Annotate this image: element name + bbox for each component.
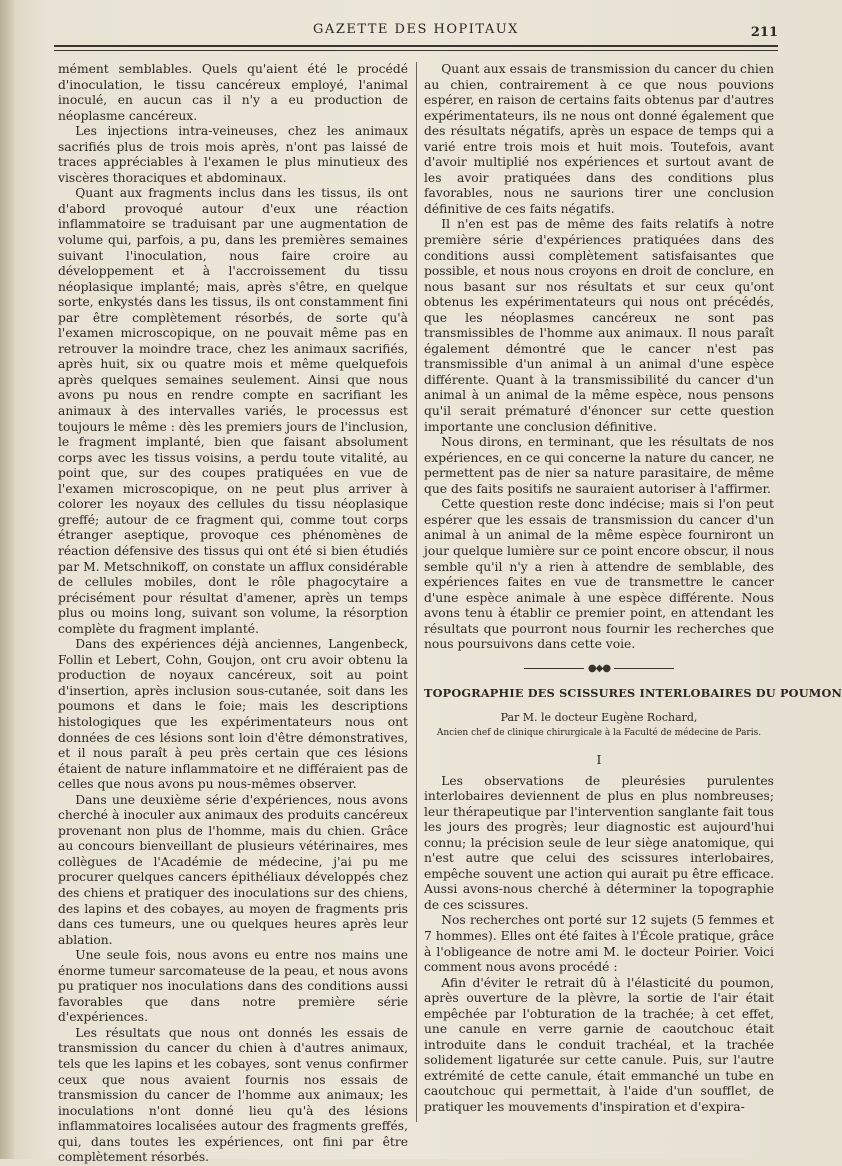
header-rule-thick bbox=[54, 45, 778, 47]
section-ornament: ●◆● bbox=[424, 661, 774, 677]
paragraph: Cette question reste donc indécise; mais si l'on peut espérer que les essais de transmission du cancer d'un animal à un animal de la même espèce fourniront un jour quelque lumière sur ce point encore obscur, il nous semble qu'il n'y a rien à attendre de semblable, des expériences faites en vue de transmettre le cancer d'une espèce animale à une espèce différente. Nous avons tenu à établir ce premier point, en attendant les résultats que pourront nous fournir les recherches que nous poursuivons dans cette voie. bbox=[424, 497, 774, 652]
paragraph: Quant aux essais de transmission du cancer du chien au chien, contrairement à ce que nous pouvions espérer, en raison de certains faits obtenus par d'autres expérimentateurs, ils ne nous ont donné également que des résultats négatifs, après un espace de temps qui a varié entre trois mois et huit mois. Toutefois, avant d'avoir multiplié nos expériences et surtout avant de les avoir pratiquées dans des conditions plus favorables, nous ne saurions tirer une conclusion définitive de ces faits négatifs. bbox=[424, 62, 774, 216]
paragraph: mément semblables. Quels qu'aient été le procédé d'inoculation, le tissu cancéreux employé, l'animal inoculé, en aucun cas il n'y a eu production de néoplasme cancéreux. bbox=[58, 62, 408, 123]
page-number: 211 bbox=[750, 25, 778, 40]
article-byline: Par M. le docteur Eugène Rochard, bbox=[500, 710, 698, 724]
page-header bbox=[54, 22, 778, 42]
paragraph: Les observations de pleurésies purulentes interlobaires deviennent de plus en plus nombreuses; leur thérapeutique par l'intervention sanglante fait tous les jours des progrès; leur diagnostic est aujourd'hui connu; la précision seule de leur siège anatomique, qui n'est autre que celui des scissures interlobaires, empêche souvent une action qui aurait pu être efficace. Aussi avons-nous cherché à déterminer la topographie de ces scissures. bbox=[424, 773, 774, 912]
header-rule-thin bbox=[54, 50, 778, 51]
paragraph: Il n'en est pas de même des faits relatifs à notre première série d'expériences pratiquées dans des conditions aussi complètement satisfaisantes que possible, et nous nous croyons en droit de conclure, en nous basant sur nos résultats et sur ceux qu'ont obtenus les expérimentateurs qui nous ont précédés, que les néoplasmes cancéreux ne sont pas transmissibles de l'homme aux animaux. Il nous paraît également démontré que le cancer n'est pas transmissible d'un animal à un animal d'une espèce différente. Quant à la transmissibilité du cancer d'un animal à un animal de la même espèce, nous pensons qu'il serait prématuré d'énoncer sur cette question importante une conclusion définitive. bbox=[424, 217, 774, 434]
paragraph: Quant aux fragments inclus dans les tissus, ils ont d'abord provoqué autour d'eux une réaction inflammatoire se traduisant par une augmentation de volume qui, parfois, a pu, dans les premières semaines suivant l'inoculation, nous faire croire au développement et à l'accroissement du tissu néoplasique implanté; mais, après s'être, en quelque sorte, enkystés dans les tissus, ils ont constamment fini par être complètement résorbés, de sorte qu'à l'examen microscopique, on ne pouvait même pas en retrouver la moindre trace, chez les animaux sacrifiés, après huit, six ou quatre mois et même quelquefois après quelques semaines seulement. Ainsi que nous avons pu nous en rendre compte en sacrifiant les animaux à des intervalles variés, le processus est toujours le même : dès les premiers jours de l'inclusion, le fragment implanté, bien que faisant absolument corps avec les tissus voisins, a perdu toute vitalité, au point que, sur des coupes pratiquées en vue de l'examen microscopique, on ne peut plus arriver à colorer les noyaux des cellules du tissu néoplasique greffé; autour de ce fragment qui, comme tout corps étranger aseptique, provoque ces phénomènes de réaction défensive des tissus qui ont été si bien étudiés par M. Metschnikoff, on constate un afflux considérable de cellules mobiles, dont le rôle phagocytaire a précisément pour résultat d'amener, après un temps plus ou moins long, suivant son volume, la résorption complète du fragment implanté. bbox=[58, 186, 408, 636]
paragraph: Une seule fois, nous avons eu entre nos mains une énorme tumeur sarcomateuse de la peau, et nous avons pu pratiquer nos inoculations dans des conditions aussi favorables que dans notre première série d'expériences. bbox=[58, 948, 408, 1025]
paragraph: Nos recherches ont porté sur 12 sujets (5 femmes et 7 hommes). Elles ont été faites à l'École pratique, grâce à l'obligeance de notre ami M. le docteur Poirier. Voici comment nous avons procédé : bbox=[424, 913, 774, 975]
running-title: GAZETTE DES HOPITAUX bbox=[313, 22, 519, 37]
section-number: I bbox=[596, 751, 602, 767]
paragraph: Afin d'éviter le retrait dû à l'élasticité du poumon, après ouverture de la plèvre, la sortie de l'air était empêchée par l'obturation de la trachée; à cet effet, une canule en verre garnie de caoutchouc était introduite dans le conduit trachéal, et la trachée solidement ligaturée sur cette canule. Puis, sur l'autre extrémité de cette canule, était emmanché un tube en caoutchouc qui permettait, à l'aide d'un soufflet, de pratiquer les mouvements d'inspiration et d'expira- bbox=[424, 975, 774, 1114]
paragraph: Dans une deuxième série d'expériences, nous avons cherché à inoculer aux animaux des produits cancéreux provenant non plus de l'homme, mais du chien. Grâce au concours bienveillant de plusieurs vétérinaires, mes collègues de l'Académie de médecine, j'ai pu me procurer quelques cancers épithéliaux développés chez des chiens et pratiquer des inoculations sur des chiens, des lapins et des cobayes, au moyen de fragments pris dans ces tumeurs, une ou quelques heures après leur ablation. bbox=[58, 792, 408, 947]
paragraph: Les injections intra-veineuses, chez les animaux sacrifiés plus de trois mois après, n'ont pas laissé de traces appréciables à l'examen le plus minutieux des viscères thoraciques et abdominaux. bbox=[58, 124, 408, 185]
paragraph: Les résultats que nous ont donnés les essais de transmission du cancer du chien à d'autres animaux, tels que les lapins et les cobayes, sont venus confirmer ceux que nous avaient fournis nos essais de transmission du cancer de l'homme aux animaux; les inoculations n'ont donné lieu qu'à des lésions inflammatoires localisées autour des fragments greffés, qui, dans toutes les expériences, ont fini par être complètement résorbés. bbox=[58, 1025, 408, 1165]
article-title: TOPOGRAPHIE DES SCISSURES INTERLOBAIRES DU POUMON bbox=[424, 686, 842, 701]
column-divider bbox=[416, 62, 417, 1122]
paragraph: Dans des expériences déjà anciennes, Langenbeck, Follin et Lebert, Cohn, Goujon, ont cru avoir obtenu la production de noyaux cancéreux, soit au point d'insertion, après inclusion sous-cutanée, soit dans les poumons et dans le foie; mais les descriptions histologiques que les expérimentateurs nous ont données de ces lésions sont loin d'être démonstratives, et il nous paraît à peu près certain que ces lésions étaient de nature inflammatoire et ne différaient pas de celles que nous avons pu nous-mêmes observer. bbox=[58, 637, 408, 792]
binding-edge bbox=[0, 0, 14, 1159]
right-column bbox=[424, 62, 842, 1116]
left-column bbox=[58, 62, 408, 1166]
paragraph: Nous dirons, en terminant, que les résultats de nos expériences, en ce qui concerne la nature du cancer, ne permettent pas de nier sa nature parasitaire, de même que des faits positifs ne sauraient autoriser à l'affirmer. bbox=[424, 435, 774, 496]
author-affiliation: Ancien chef de clinique chirurgicale à la Faculté de médecine de Paris. bbox=[436, 728, 762, 739]
